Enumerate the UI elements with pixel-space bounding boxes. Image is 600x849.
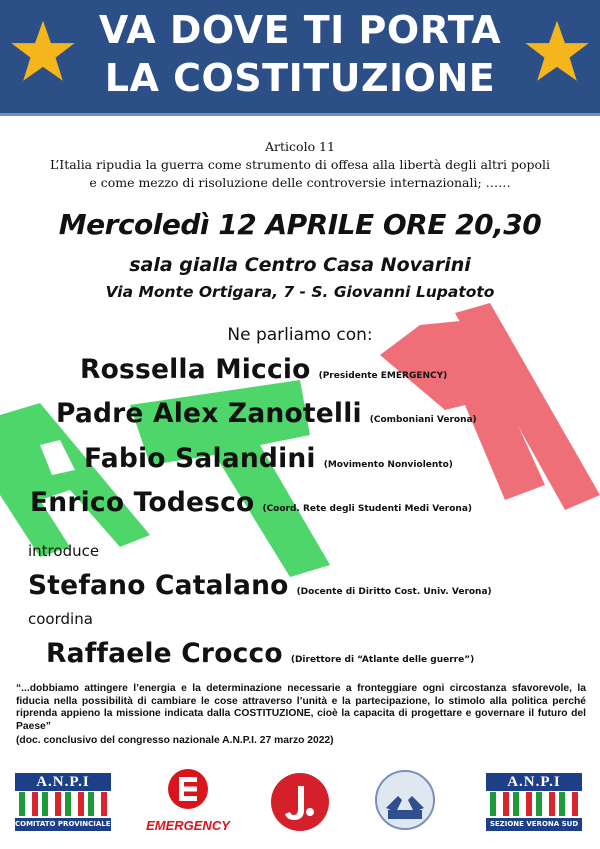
anpi-logo-title: A.N.P.I bbox=[486, 773, 582, 791]
quote-source: (doc. conclusivo del congresso nazionale A.N.P.I. 27 marzo 2022) bbox=[16, 735, 334, 746]
moderator-label: coordina bbox=[28, 610, 93, 628]
speaker-name: Rossella Miccio bbox=[80, 354, 311, 385]
emergency-logo-text: EMERGENCY bbox=[146, 818, 230, 833]
speaker-name: Fabio Salandini bbox=[84, 443, 316, 474]
speaker-name: Enrico Todesco bbox=[30, 487, 255, 518]
quote-text: “...dobbiamo attingere l’energia e la determinazione necessarie a fronteggiare ogni circostanza sfavorevole, la fiducia nella possibilità di cambiare le cose attraverso l’unità e la partecipazione, lo stimolo alla politica perché riprenda appieno la missione indicata dalla COSTITUZIONE, cioè la capacita di progettare e governare il futuro del Paese” bbox=[16, 683, 586, 732]
speaker-row bbox=[30, 487, 472, 518]
anpi-verona-logo bbox=[15, 773, 156, 831]
article-line-1: L’Italia ripudia la guerra come strumento di offesa alla libertà degli altri popoli bbox=[50, 157, 550, 172]
speaker-role: (Coord. Rete degli Studenti Medi Verona) bbox=[262, 504, 473, 514]
speaker-row bbox=[84, 443, 453, 474]
emergency-logo bbox=[140, 768, 236, 834]
moderator-name: Raffaele Crocco bbox=[46, 638, 283, 669]
article-heading: Articolo 11 bbox=[265, 139, 335, 154]
rete-studenti-logo bbox=[270, 772, 330, 832]
speakers-intro: Ne parliamo con: bbox=[227, 325, 373, 345]
banner-title-line-2: LA COSTITUZIONE bbox=[104, 56, 496, 100]
movimento-nonviolento-logo bbox=[374, 768, 436, 832]
article-line-2: e come mezzo di risoluzione delle controversie internazionali; …… bbox=[89, 175, 511, 190]
speaker-role: (Presidente EMERGENCY) bbox=[318, 371, 448, 381]
article-text bbox=[0, 156, 600, 192]
moderator-role: (Direttore di “Atlante delle guerre”) bbox=[290, 655, 475, 665]
introducer-row bbox=[28, 570, 492, 601]
anpi-verona-sud-logo bbox=[486, 773, 582, 831]
introducer-role: (Docente di Diritto Cost. Univ. Verona) bbox=[296, 587, 492, 597]
speaker-role: (Comboniani Verona) bbox=[369, 415, 477, 425]
anpi-logo-caption: SEZIONE VERONA SUD bbox=[486, 818, 582, 831]
italian-flags-icon bbox=[19, 792, 107, 816]
event-address: Via Monte Ortigara, 7 - S. Giovanni Lupatoto bbox=[105, 283, 495, 301]
event-date: Mercoledì 12 APRILE ORE 20,30 bbox=[58, 208, 542, 241]
banner-title-line-1: VA DOVE TI PORTA bbox=[98, 8, 502, 52]
emergency-symbol-icon bbox=[167, 768, 209, 810]
speaker-row bbox=[56, 398, 477, 429]
event-venue: sala gialla Centro Casa Novarini bbox=[129, 254, 471, 276]
introducer-name: Stefano Catalano bbox=[28, 570, 289, 601]
nonviolento-icon bbox=[374, 768, 436, 832]
anpi-logo-caption: COMITATO PROVINCIALE di VERONA bbox=[15, 818, 111, 831]
speaker-role: (Movimento Nonviolento) bbox=[323, 460, 453, 470]
anpi-logo-title: A.N.P.I bbox=[15, 773, 111, 791]
header-banner bbox=[0, 0, 600, 116]
italian-flags-icon bbox=[490, 792, 578, 816]
moderator-row bbox=[46, 638, 474, 669]
rete-studenti-icon bbox=[270, 772, 330, 832]
star-icon bbox=[524, 18, 590, 84]
introducer-label: introduce bbox=[28, 542, 100, 560]
speaker-row bbox=[80, 354, 447, 385]
speaker-name: Padre Alex Zanotelli bbox=[56, 398, 362, 429]
